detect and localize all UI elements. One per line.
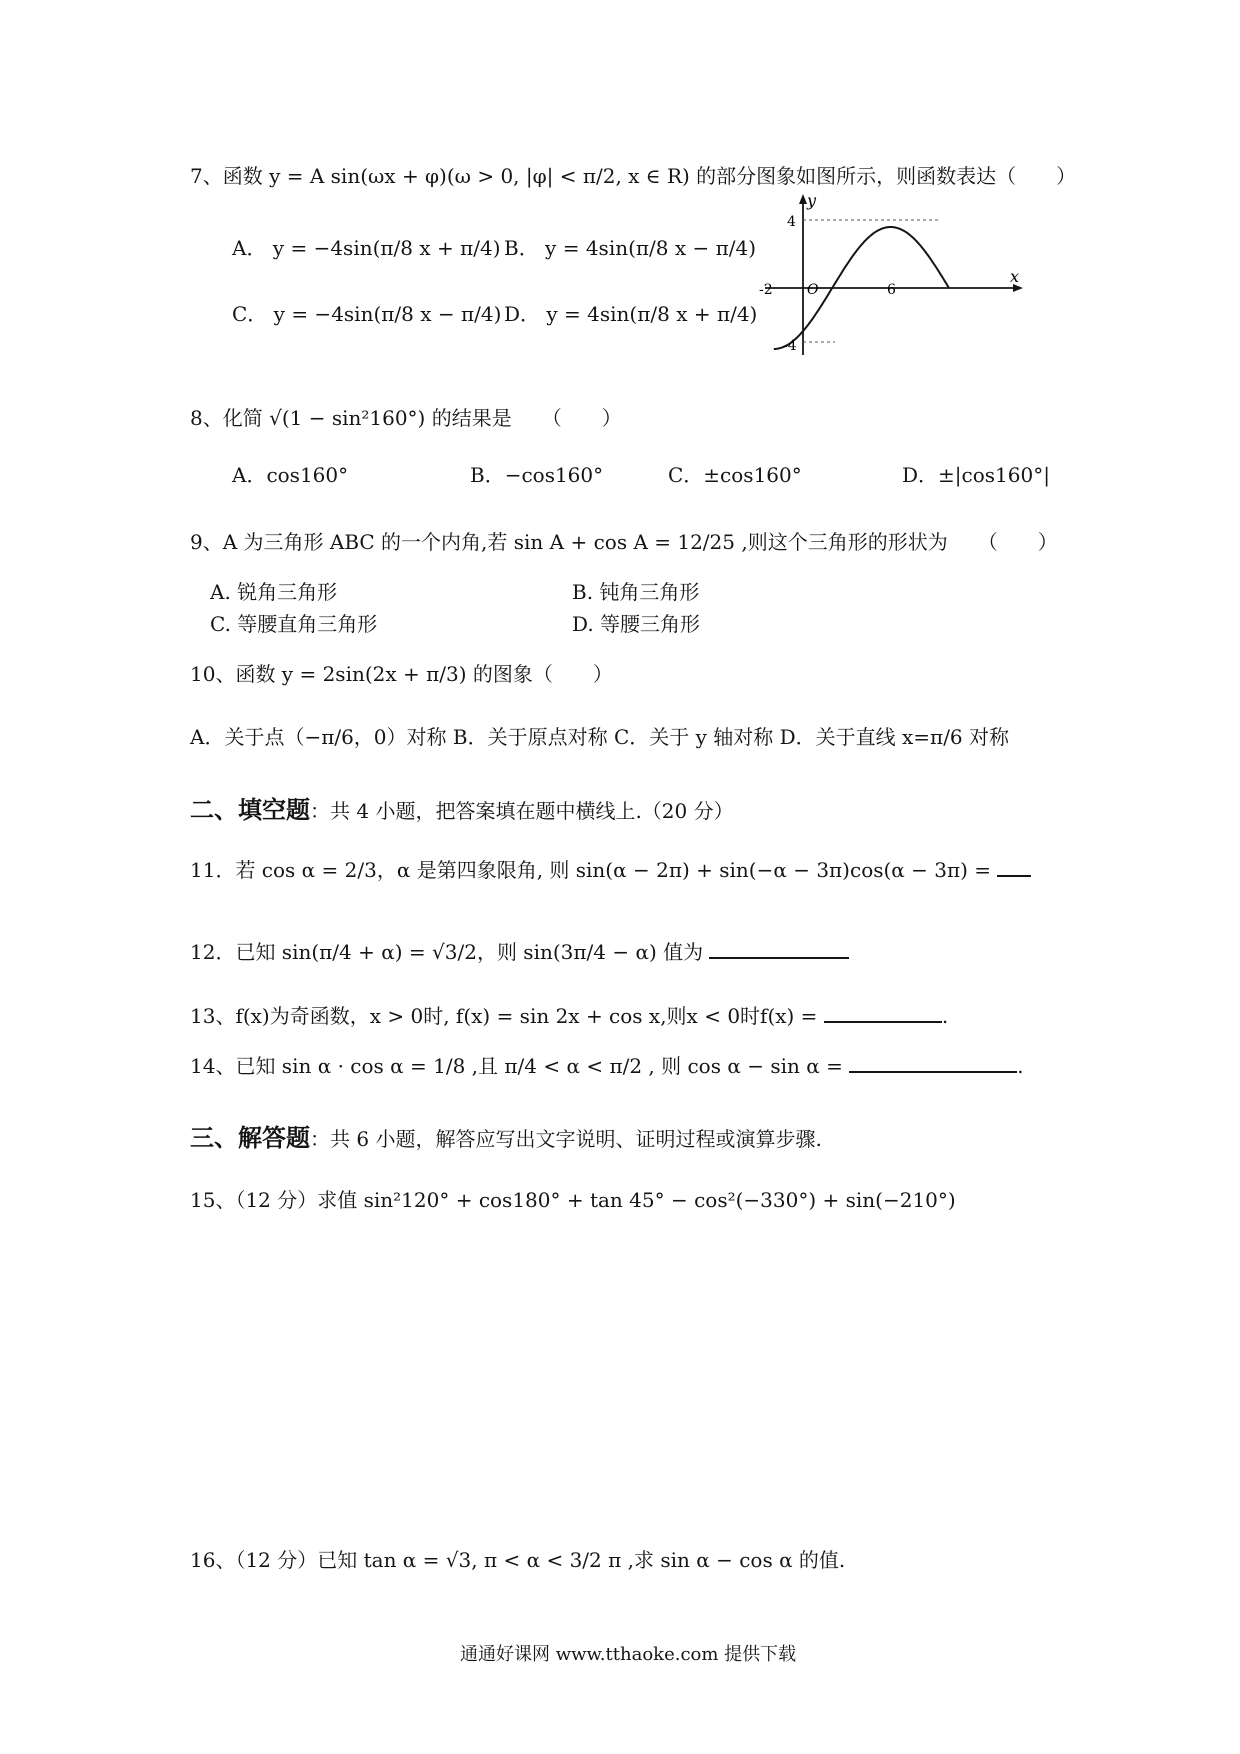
section-fill-title: 二、填空题 (190, 795, 310, 824)
answer-blank-11[interactable] (997, 875, 1031, 877)
answer-blank-13[interactable] (824, 1021, 942, 1023)
question-14-text: 14、已知 sin α · cos α = 1/8 ,且 π/4 < α < π/2 , 则 cos α − sin α = (190, 1054, 843, 1078)
question-8: 8、化简 √(1 − sin²160°) 的结果是 （ ） (190, 406, 622, 430)
q8-option-b: B．−cos160° (470, 463, 604, 487)
question-11-text: 11．若 cos α = 2/3，α 是第四象限角, 则 sin(α − 2π) + sin(−α − 3π)cos(α − 3π) = (190, 858, 992, 882)
q9-option-b: B. 钝角三角形 (572, 580, 700, 604)
q9-option-c: C. 等腰直角三角形 (210, 612, 378, 636)
section-answer-desc: ：共 6 小题，解答应写出文字说明、证明过程或演算步骤. (310, 1127, 822, 1151)
label-origin: O (807, 282, 819, 298)
section-answer-title: 三、解答题 (190, 1123, 310, 1152)
answer-blank-12[interactable] (709, 957, 849, 959)
label-x-left: -2 (759, 282, 773, 298)
x-axis-label: x (1010, 267, 1020, 286)
section-fill-header (190, 790, 734, 825)
answer-blank-14[interactable] (849, 1071, 1017, 1073)
q7-option-d: D． y = 4sin(π/8 x + π/4) (504, 302, 758, 326)
section-answer-header (190, 1118, 822, 1153)
q8-option-a: A．cos160° (232, 463, 349, 487)
question-16: 16、（12 分）已知 tan α = √3, π < α < 3/2 π ,求 sin α − cos α 的值. (190, 1548, 846, 1572)
q9-option-a: A. 锐角三角形 (210, 580, 338, 604)
label-y-bottom: -4 (783, 338, 797, 354)
q8-option-c: C．±cos160° (668, 463, 802, 487)
question-15: 15、（12 分）求值 sin²120° + cos180° + tan 45° − cos²(−330°) + sin(−210°) (190, 1188, 956, 1212)
sine-graph (755, 190, 1030, 360)
q7-option-c: C． y = −4sin(π/8 x − π/4) (232, 302, 502, 326)
question-13-text: 13、f(x)为奇函数，x > 0时, f(x) = sin 2x + cos x,则x < 0时f(x) = (190, 1004, 818, 1028)
y-axis-arrow (799, 194, 807, 204)
question-9: 9、A 为三角形 ABC 的一个内角,若 sin A + cos A = 12/25 ,则这个三角形的形状为 （ ） (190, 530, 1058, 554)
question-12 (190, 938, 849, 966)
q7-option-a: A． y = −4sin(π/8 x + π/4) (232, 236, 501, 260)
question-13: 13、f(x)为奇函数，x > 0时, f(x) = sin 2x + cos x,则x < 0时f(x) = . (190, 1004, 949, 1028)
question-11 (190, 856, 1031, 884)
label-x-right: 6 (887, 282, 896, 298)
question-10: 10、函数 y = 2sin(2x + π/3) 的图象（ ） (190, 662, 613, 686)
q10-options: A．关于点（−π/6，0）对称 B．关于原点对称 C．关于 y 轴对称 D．关于直线 x=π/6 对称 (190, 725, 1010, 749)
q8-option-d: D．±|cos160°| (902, 463, 1050, 487)
q7-option-b: B． y = 4sin(π/8 x − π/4) (504, 236, 757, 260)
question-7 (190, 162, 1076, 190)
label-y-top: 4 (787, 214, 796, 230)
section-fill-desc: ：共 4 小题，把答案填在题中横线上.（20 分） (310, 799, 734, 823)
question-14: 14、已知 sin α · cos α = 1/8 ,且 π/4 < α < π/2 , 则 cos α − sin α = . (190, 1054, 1024, 1078)
question-12-text: 12．已知 sin(π/4 + α) = √3/2，则 sin(3π/4 − α) 值为 (190, 940, 704, 964)
q9-option-d: D. 等腰三角形 (572, 612, 701, 636)
question-7-text: 7、函数 y = A sin(ωx + φ)(ω > 0, |φ| < π/2, x ∈ R) 的部分图象如图所示，则函数表达（ ） (190, 164, 1077, 188)
y-axis-label: y (807, 191, 817, 210)
footer: 通通好课网 www.tthaoke.com 提供下载 (460, 1644, 797, 1665)
